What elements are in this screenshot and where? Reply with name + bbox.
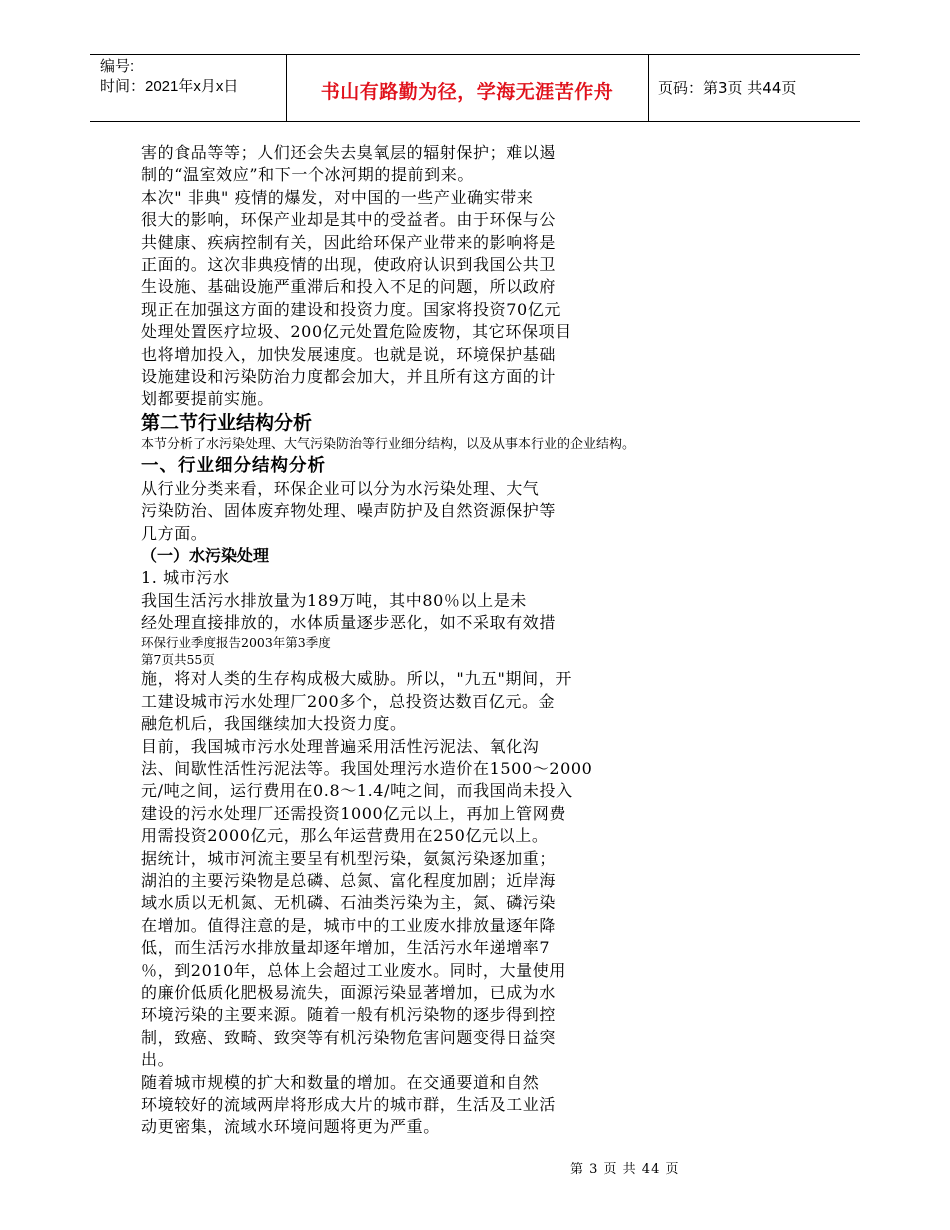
text-line: 随着城市规模的扩大和数量的增加。在交通要道和自然 bbox=[141, 1072, 540, 1092]
text-line: 划都要提前实施。 bbox=[141, 389, 274, 409]
subsection-title: 一、行业细分结构分析 bbox=[141, 455, 326, 476]
text-line: 本次" 非典" 疫情的爆发，对中国的一些产业确实带来 bbox=[141, 187, 534, 207]
embedded-report-label: 环保行业季度报告2003年第3季度 bbox=[141, 635, 331, 651]
text-line: 很大的影响，环保产业却是其中的受益者。由于环保与公 bbox=[141, 210, 557, 230]
document-time-label: 时间：2021年x月x日 bbox=[100, 78, 239, 95]
paragraph-block-a bbox=[141, 142, 841, 411]
text-line: 工建设城市污水处理厂200多个，总投资达数百亿元。金 bbox=[141, 691, 556, 711]
text-line: 目前，我国城市污水处理普遍采用活性污泥法、氧化沟 bbox=[141, 736, 540, 756]
text-line: ％，到2010年，总体上会超过工业废水。同时，大量使用 bbox=[141, 960, 566, 980]
text-line: 的廉价低质化肥极易流失，面源污染显著增加，已成为水 bbox=[141, 983, 557, 1002]
text-line: 生设施、基础设施严重滞后和投入不足的问题，所以政府 bbox=[141, 277, 557, 297]
document-number-label: 编号: bbox=[100, 58, 135, 75]
text-line: 施，将对人类的生存构成极大威胁。所以，"九五"期间，开 bbox=[141, 669, 572, 689]
text-line: 共健康、疾病控制有关，因此给环保产业带来的影响将是 bbox=[141, 232, 557, 252]
document-body bbox=[141, 142, 841, 1139]
subsubsection-title: （一）水污染处理 bbox=[141, 546, 270, 566]
text-line: 融危机后，我国继续加大投资力度。 bbox=[141, 714, 407, 734]
text-line: 我国生活污水排放量为189万吨，其中80％以上是未 bbox=[141, 590, 527, 610]
text-line: 法、间歇性活性污泥法等。我国处理污水造价在1500～2000 bbox=[141, 758, 593, 778]
text-line: 几方面。 bbox=[141, 523, 208, 543]
text-line: 湖泊的主要污染物是总磷、总氮、富化程度加剧；近岸海 bbox=[141, 870, 557, 890]
text-line: 处理处置医疗垃圾、200亿元处置危险废物，其它环保项目 bbox=[141, 322, 572, 342]
text-line: 据统计，城市河流主要呈有机型污染，氨氮污染逐加重； bbox=[141, 848, 557, 868]
header-motto: 书山有路勤为径，学海无涯苦作舟 bbox=[320, 81, 614, 103]
text-line: 出。 bbox=[141, 1050, 175, 1070]
text-line: 制，致癌、致畸、致突等有机污染物危害问题变得日益突 bbox=[141, 1027, 557, 1047]
page-header bbox=[90, 54, 860, 122]
text-line: 用需投资2000亿元，那么年运营费用在250亿元以上。 bbox=[141, 826, 549, 846]
paragraph-block-b bbox=[141, 478, 841, 545]
text-line: 从行业分类来看，环保企业可以分为水污染处理、大气 bbox=[141, 478, 540, 498]
header-meta bbox=[100, 57, 238, 97]
text-line: 也将增加投入，加快发展速度。也就是说，环境保护基础 bbox=[141, 344, 557, 364]
item-title: 1. 城市污水 bbox=[141, 568, 230, 588]
text-line: 正面的。这次非典疫情的出现，使政府认识到我国公共卫 bbox=[141, 255, 557, 275]
text-line: 环境较好的流域两岸将形成大片的城市群，生活及工业活 bbox=[141, 1095, 557, 1115]
header-divider bbox=[648, 55, 649, 121]
section-intro: 本节分析了水污染处理、大气污染防治等行业细分结构，以及从事本行业的企业结构。 bbox=[141, 436, 636, 452]
embedded-page-label: 第7页共55页 bbox=[141, 652, 215, 668]
text-line: 设施建设和污染防治力度都会加大，并且所有这方面的计 bbox=[141, 367, 557, 387]
text-line: 元/吨之间，运行费用在0.8～1.4/吨之间，而我国尚未投入 bbox=[141, 781, 573, 801]
text-line: 害的食品等等；人们还会失去臭氧层的辐射保护；难以遏 bbox=[141, 143, 557, 162]
text-line: 在增加。值得注意的是，城市中的工业废水排放量逐年降 bbox=[141, 915, 557, 935]
footer-page-number: 第 3 页 共 44 页 bbox=[570, 1162, 680, 1177]
text-line: 低，而生活污水排放量却逐年增加，生活污水年递增率7 bbox=[141, 938, 551, 958]
text-line: 现正在加强这方面的建设和投资力度。国家将投资70亿元 bbox=[141, 299, 561, 319]
text-line: 污染防治、固体废弃物处理、噪声防护及自然资源保护等 bbox=[141, 501, 557, 521]
header-page-info: 页码：第3页 共44页 bbox=[658, 79, 797, 97]
text-line: 经处理直接排放的，水体质量逐步恶化，如不采取有效措 bbox=[141, 612, 557, 632]
text-line: 域水质以无机氮、无机磷、石油类污染为主，氮、磷污染 bbox=[141, 893, 557, 913]
text-line: 建设的污水处理厂还需投资1000亿元以上，再加上管网费 bbox=[141, 803, 566, 823]
text-line: 动更密集，流域水环境问题将更为严重。 bbox=[141, 1117, 440, 1137]
paragraph-block-c bbox=[141, 590, 841, 635]
paragraph-block-d bbox=[141, 668, 841, 1139]
text-line: 制的“温室效应”和下一个冰河期的提前到来。 bbox=[141, 165, 474, 185]
text-line: 环境污染的主要来源。随着一般有机污染物的逐步得到控 bbox=[141, 1005, 557, 1025]
section-title: 第二节行业结构分析 bbox=[141, 411, 313, 434]
